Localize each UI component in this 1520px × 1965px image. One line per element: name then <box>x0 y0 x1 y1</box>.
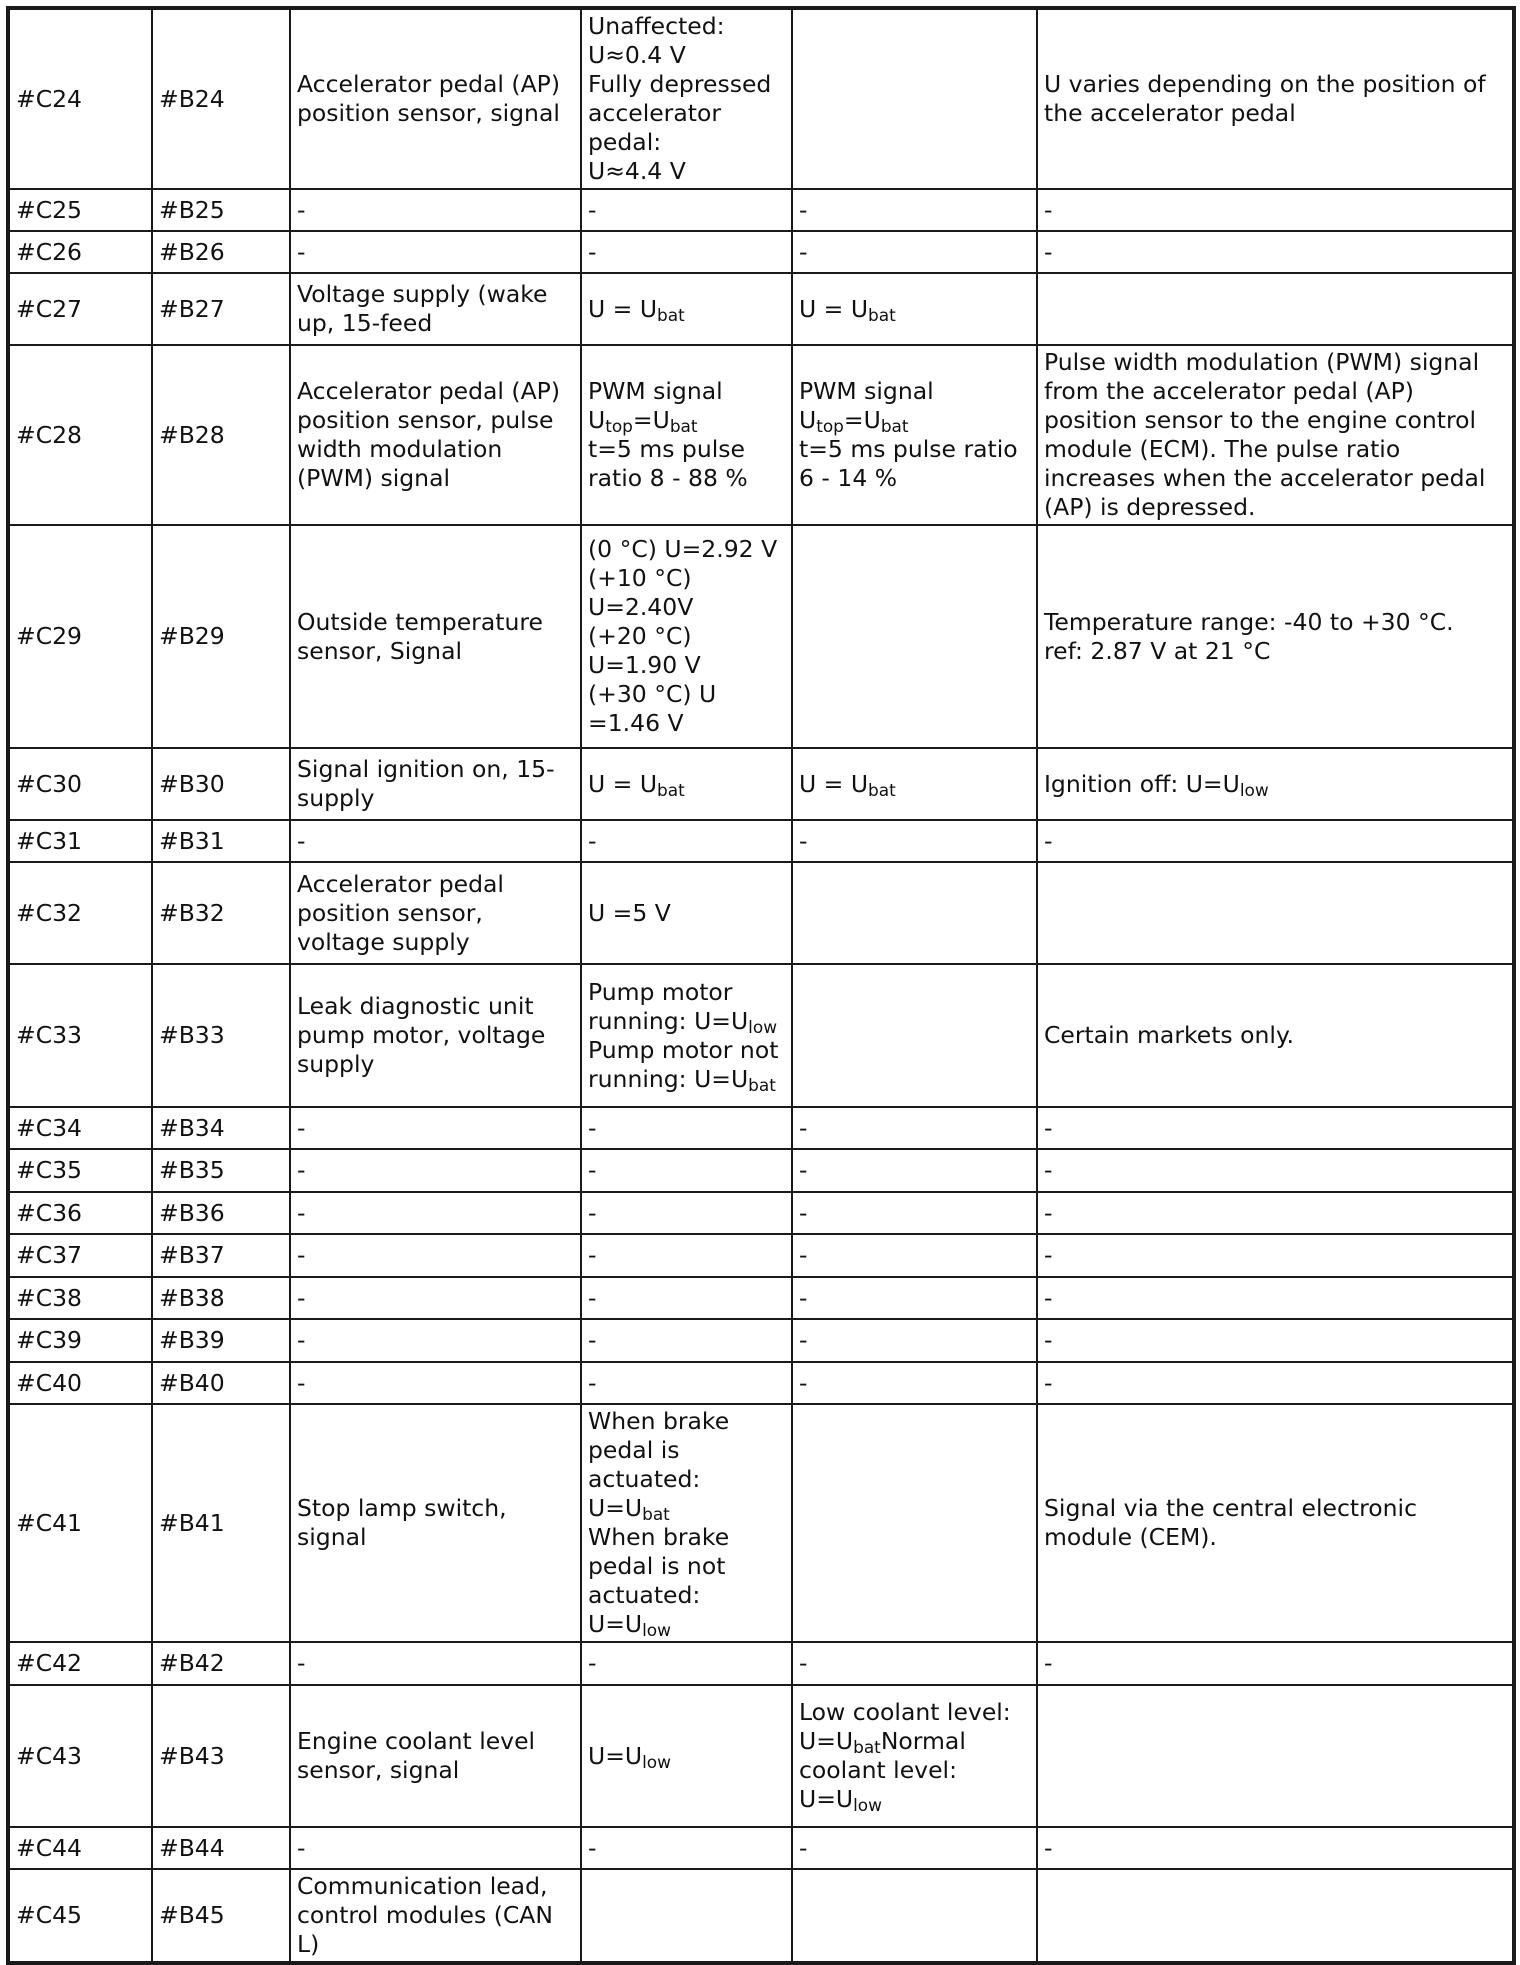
value-cell-1: $U=U_{low}$ <box>581 1685 792 1827</box>
pin-c: #C39 <box>8 1319 152 1362</box>
table-row <box>8 1362 1514 1404</box>
function-cell: Voltage supply (wake up, 15-feed <box>290 273 581 345</box>
pin-c: #C31 <box>8 820 152 862</box>
pin-b: #B41 <box>152 1404 290 1642</box>
function-cell: - <box>290 231 581 273</box>
pin-c: #C41 <box>8 1404 152 1642</box>
pin-c: #C34 <box>8 1107 152 1149</box>
pin-table <box>6 6 1516 1965</box>
function-cell: Leak diagnostic unit pump motor, voltage supply <box>290 964 581 1107</box>
value-cell-1: - <box>581 189 792 231</box>
pin-b: #B34 <box>152 1107 290 1149</box>
value-cell-2: - <box>792 1319 1037 1362</box>
value-cell-2: PWM signal $U_{top}=U_{bat}$ t=5 ms pulse ratio 6 - 14 % <box>792 345 1037 525</box>
function-cell: - <box>290 189 581 231</box>
value-cell-1 <box>581 8 792 189</box>
pin-c: #C38 <box>8 1277 152 1319</box>
value-cell-1: $U = U_{bat}$ <box>581 273 792 345</box>
table-row <box>8 820 1514 862</box>
function-cell: Accelerator pedal (AP) position sensor, pulse width modulation (PWM) signal <box>290 345 581 525</box>
pin-c: #C27 <box>8 273 152 345</box>
table-row <box>8 1404 1514 1642</box>
value-cell-2: $U = U_{bat}$ <box>792 748 1037 820</box>
value-cell-1: - <box>581 1234 792 1277</box>
pin-c: #C28 <box>8 345 152 525</box>
pin-b: #B38 <box>152 1277 290 1319</box>
value-cell-2: - <box>792 1107 1037 1149</box>
note-cell: Ignition off: $U=U_{low}$ <box>1037 748 1514 820</box>
function-cell: Engine coolant level sensor, signal <box>290 1685 581 1827</box>
note-cell: Signal via the central electronic module (CEM). <box>1037 1404 1514 1642</box>
value-cell-2 <box>792 964 1037 1107</box>
value-cell-1: - <box>581 1107 792 1149</box>
value-line: Unaffected: <box>588 12 725 40</box>
table-row <box>8 1319 1514 1362</box>
table-row <box>8 345 1514 525</box>
note-cell: - <box>1037 189 1514 231</box>
value-cell-1: $U = U_{bat}$ <box>581 748 792 820</box>
value-cell-2 <box>792 1869 1037 1963</box>
pin-c: #C40 <box>8 1362 152 1404</box>
pin-c: #C36 <box>8 1192 152 1234</box>
value-cell-1: - <box>581 1319 792 1362</box>
note-cell: - <box>1037 1234 1514 1277</box>
function-cell: - <box>290 1642 581 1685</box>
value-cell-1: When brake pedal is actuated: $U=U_{bat}$ When brake pedal is not actuated: $U=U_{low}$ <box>581 1404 792 1642</box>
pin-b: #B35 <box>152 1149 290 1192</box>
function-cell: - <box>290 820 581 862</box>
function-cell: - <box>290 1149 581 1192</box>
pin-b: #B25 <box>152 189 290 231</box>
pin-b: #B32 <box>152 862 290 964</box>
note-cell: - <box>1037 1642 1514 1685</box>
pin-b: #B33 <box>152 964 290 1107</box>
pin-c: #C37 <box>8 1234 152 1277</box>
value-cell-2: - <box>792 1827 1037 1869</box>
note-cell: - <box>1037 820 1514 862</box>
pin-b: #B44 <box>152 1827 290 1869</box>
note-cell: - <box>1037 1827 1514 1869</box>
function-cell: - <box>290 1107 581 1149</box>
value-cell-1: (0 °C) U=2.92 V (+10 °C) U=2.40V (+20 °C) U=1.90 V (+30 °C) U =1.46 V <box>581 525 792 748</box>
value-cell-1: - <box>581 1827 792 1869</box>
pin-b: #B27 <box>152 273 290 345</box>
note-cell: - <box>1037 1277 1514 1319</box>
pin-b: #B37 <box>152 1234 290 1277</box>
value-cell-1: PWM signal $U_{top}=U_{bat}$ t=5 ms pulse ratio 8 - 88 % <box>581 345 792 525</box>
value-cell-1 <box>581 1869 792 1963</box>
value-cell-2: - <box>792 1149 1037 1192</box>
pin-b: #B42 <box>152 1642 290 1685</box>
function-cell: - <box>290 1192 581 1234</box>
pin-c: #C25 <box>8 189 152 231</box>
value-cell-2: - <box>792 820 1037 862</box>
pin-b: #B30 <box>152 748 290 820</box>
table-row <box>8 189 1514 231</box>
note-cell <box>1037 1685 1514 1827</box>
function-cell: - <box>290 1234 581 1277</box>
pin-b: #B40 <box>152 1362 290 1404</box>
value-cell-2 <box>792 862 1037 964</box>
pin-c: #C33 <box>8 964 152 1107</box>
function-cell: Accelerator pedal (AP) position sensor, signal <box>290 8 581 189</box>
value-cell-1: - <box>581 1642 792 1685</box>
table-row <box>8 1642 1514 1685</box>
value-line: Fully depressed accelerator pedal: <box>588 70 772 156</box>
pin-c: #C44 <box>8 1827 152 1869</box>
note-cell: - <box>1037 1107 1514 1149</box>
pin-b: #B28 <box>152 345 290 525</box>
value-line: U≈0.4 V <box>588 41 686 69</box>
value-cell-2 <box>792 1404 1037 1642</box>
value-cell-2 <box>792 525 1037 748</box>
note-cell <box>1037 1869 1514 1963</box>
table-row <box>8 1234 1514 1277</box>
table-row <box>8 8 1514 189</box>
table-row <box>8 1107 1514 1149</box>
note-cell: - <box>1037 231 1514 273</box>
note-cell: Pulse width modulation (PWM) signal from the accelerator pedal (AP) position sensor to the engine control module (ECM). The pulse ratio increases when the accelerator pedal (AP) is depressed. <box>1037 345 1514 525</box>
value-cell-2: - <box>792 231 1037 273</box>
pin-c: #C30 <box>8 748 152 820</box>
function-cell: Stop lamp switch, signal <box>290 1404 581 1642</box>
table-row <box>8 748 1514 820</box>
value-cell-1: - <box>581 231 792 273</box>
value-cell-1: - <box>581 1277 792 1319</box>
value-cell-2: - <box>792 1192 1037 1234</box>
table-row <box>8 1277 1514 1319</box>
value-cell-2: - <box>792 1362 1037 1404</box>
note-cell: Certain markets only. <box>1037 964 1514 1107</box>
note-cell: U varies depending on the position of the accelerator pedal <box>1037 8 1514 189</box>
pin-b: #B39 <box>152 1319 290 1362</box>
table-row <box>8 964 1514 1107</box>
pin-c: #C45 <box>8 1869 152 1963</box>
table-row <box>8 1149 1514 1192</box>
function-cell: Accelerator pedal position sensor, voltage supply <box>290 862 581 964</box>
value-cell-1: - <box>581 1192 792 1234</box>
value-cell-2: - <box>792 1277 1037 1319</box>
value-cell-2 <box>792 8 1037 189</box>
value-cell-2: Low coolant level: $U=U_{bat}Normal$ coolant level: $U=U_{low}$ <box>792 1685 1037 1827</box>
pin-b: #B26 <box>152 231 290 273</box>
table-row <box>8 231 1514 273</box>
function-cell: Signal ignition on, 15-supply <box>290 748 581 820</box>
table-row <box>8 862 1514 964</box>
function-cell: Outside temperature sensor, Signal <box>290 525 581 748</box>
note-cell: Temperature range: -40 to +30 °C. ref: 2.87 V at 21 °C <box>1037 525 1514 748</box>
pin-b: #B36 <box>152 1192 290 1234</box>
function-cell: - <box>290 1319 581 1362</box>
function-cell: Communication lead, control modules (CAN L) <box>290 1869 581 1963</box>
pin-c: #C29 <box>8 525 152 748</box>
value-cell-1: - <box>581 820 792 862</box>
value-cell-1: - <box>581 1149 792 1192</box>
pin-c: #C32 <box>8 862 152 964</box>
pin-b: #B31 <box>152 820 290 862</box>
function-cell: - <box>290 1277 581 1319</box>
table-row <box>8 1869 1514 1963</box>
function-cell: - <box>290 1827 581 1869</box>
pin-c: #C43 <box>8 1685 152 1827</box>
value-cell-1: - <box>581 1362 792 1404</box>
value-cell-1: U =5 V <box>581 862 792 964</box>
table-row <box>8 1827 1514 1869</box>
value-line: U≈4.4 V <box>588 157 686 185</box>
table-row <box>8 1192 1514 1234</box>
pin-b: #B45 <box>152 1869 290 1963</box>
note-cell: - <box>1037 1149 1514 1192</box>
note-cell <box>1037 862 1514 964</box>
value-cell-1: Pump motor running: $U=U_{low}$ Pump motor not running: $U=U_{bat}$ <box>581 964 792 1107</box>
pin-c: #C24 <box>8 8 152 189</box>
note-cell <box>1037 273 1514 345</box>
pin-b: #B24 <box>152 8 290 189</box>
value-cell-2: $U = U_{bat}$ <box>792 273 1037 345</box>
function-cell: - <box>290 1362 581 1404</box>
note-cell: - <box>1037 1362 1514 1404</box>
value-cell-2: - <box>792 1642 1037 1685</box>
note-cell: - <box>1037 1192 1514 1234</box>
value-cell-2: - <box>792 189 1037 231</box>
pin-c: #C26 <box>8 231 152 273</box>
table-row <box>8 525 1514 748</box>
table-row <box>8 273 1514 345</box>
value-cell-2: - <box>792 1234 1037 1277</box>
pin-c: #C35 <box>8 1149 152 1192</box>
pin-b: #B29 <box>152 525 290 748</box>
note-cell: - <box>1037 1319 1514 1362</box>
table-row <box>8 1685 1514 1827</box>
pin-c: #C42 <box>8 1642 152 1685</box>
pin-b: #B43 <box>152 1685 290 1827</box>
